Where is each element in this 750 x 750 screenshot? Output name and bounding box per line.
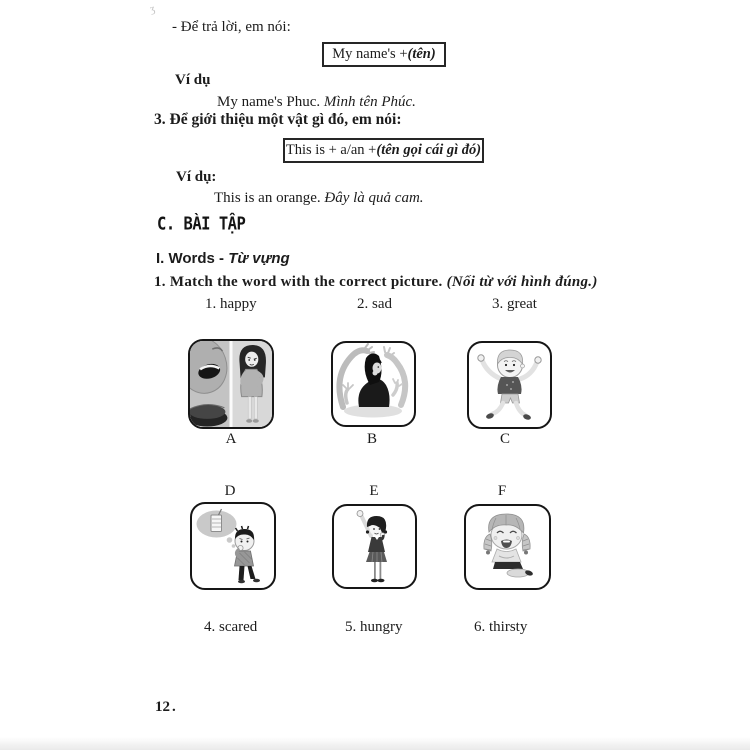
picture-card-c — [467, 341, 552, 429]
word-great: 3. great — [492, 296, 537, 312]
section-c-title: C. BÀI TẬP — [157, 214, 246, 235]
girl-raising-hand-icon — [334, 506, 415, 587]
this-pattern-box — [283, 138, 484, 163]
name-pattern-box — [322, 42, 446, 67]
word-hungry: 5. hungry — [345, 619, 403, 635]
example1-line — [217, 93, 416, 111]
hungry-face-and-pie-girl-icon — [190, 341, 272, 427]
picture-card-b — [331, 341, 416, 427]
name-pattern-text: My name's + — [332, 46, 408, 62]
this-pattern-placeholder: (tên gọi cái gì đó) — [376, 142, 482, 158]
task1-english: 1. Match the word with the correct picture. — [154, 274, 447, 290]
page-number — [155, 699, 176, 716]
this-pattern-text: This is + a/an + — [285, 142, 377, 158]
example1-english: My name's Phuc. — [217, 94, 324, 110]
example2-english: This is an orange. — [214, 190, 325, 206]
picture-label-a: A — [225, 431, 237, 447]
scan-artifact-mark: ʒ — [148, 2, 157, 16]
task1-vietnamese: (Nối từ với hình đúng.) — [446, 274, 598, 290]
example1-vietnamese: Mình tên Phúc. — [323, 94, 416, 110]
page-number-dot: . — [172, 699, 176, 715]
word-happy: 1. happy — [205, 296, 257, 312]
rule3-heading: 3. Để giới thiệu một vật gì đó, em nói: — [154, 111, 402, 128]
thirsty-boy-drink-thought-icon — [192, 504, 274, 588]
answer-intro-line: - Để trả lời, em nói: — [172, 19, 291, 35]
part1-heading — [156, 250, 290, 267]
picture-label-e: E — [369, 483, 379, 499]
word-thirsty: 6. thirsty — [474, 619, 528, 635]
part1-heading-vi: Từ vựng — [228, 250, 290, 267]
scared-person-ghost-hands-icon — [333, 343, 414, 425]
page-number-value: 12 — [155, 699, 170, 715]
task1-line — [154, 274, 598, 291]
picture-card-f — [464, 504, 551, 590]
picture-label-c: C — [499, 431, 510, 447]
word-sad: 2. sad — [357, 296, 392, 312]
crying-girl-braids-icon — [466, 506, 549, 588]
example2-line — [214, 189, 424, 207]
example2-vietnamese: Đây là quả cam. — [324, 190, 424, 206]
name-pattern-placeholder: (tên) — [407, 46, 436, 62]
happy-jumping-boy-icon — [469, 343, 550, 427]
example2-label: Ví dụ: — [176, 169, 217, 185]
picture-label-f: F — [497, 483, 507, 499]
example1-label: Ví dụ — [175, 72, 211, 88]
picture-card-a — [188, 339, 274, 429]
scan-bottom-shadow — [0, 737, 750, 750]
picture-label-b: B — [366, 431, 377, 447]
picture-card-e — [332, 504, 417, 589]
picture-card-d — [190, 502, 276, 590]
picture-label-d: D — [224, 483, 236, 499]
word-scared: 4. scared — [204, 619, 258, 635]
part1-heading-en: I. Words - — [156, 250, 229, 267]
